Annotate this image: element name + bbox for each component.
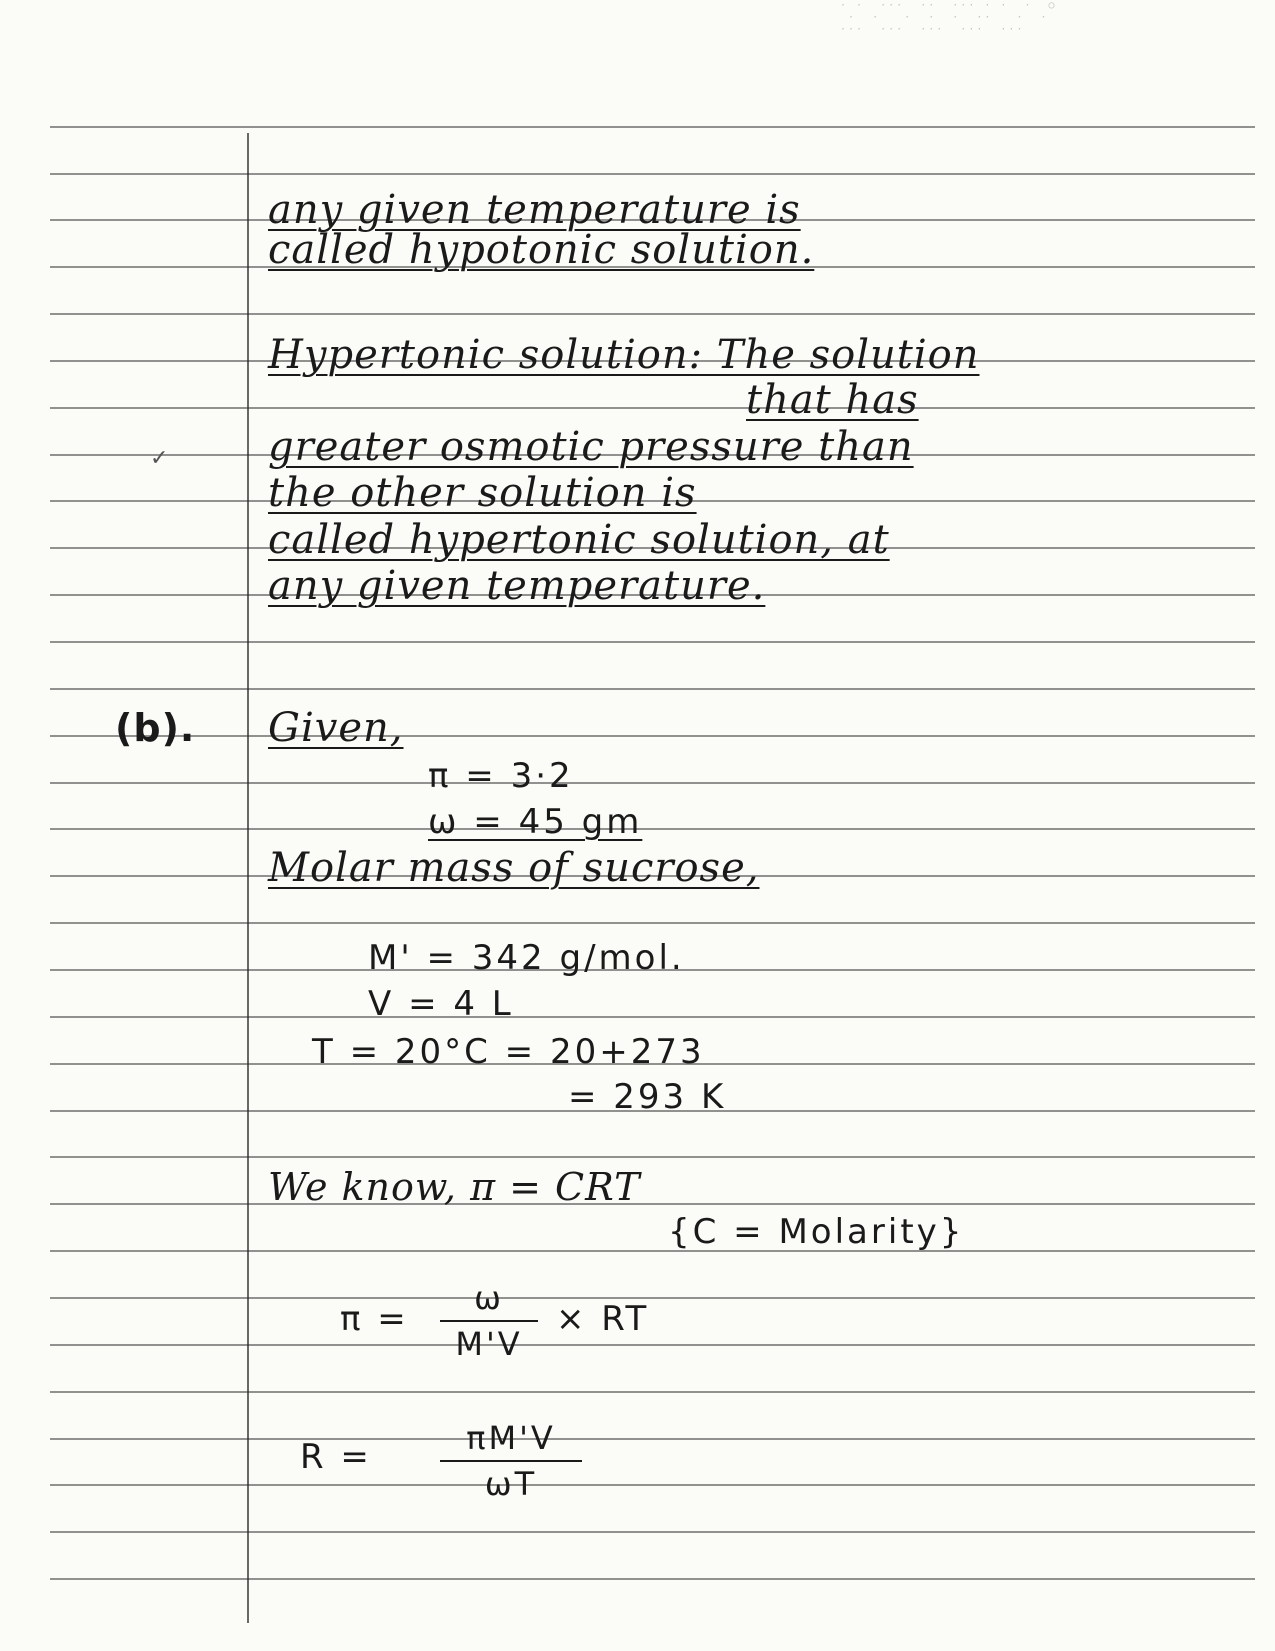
rule-line bbox=[50, 407, 1255, 409]
formula2-lhs: R = bbox=[300, 1437, 372, 1477]
hypertonic-line-4: called hypertonic solution, at bbox=[268, 517, 890, 563]
given-v: V = 4 L bbox=[368, 984, 514, 1024]
c-note: {C = Molarity} bbox=[668, 1212, 965, 1252]
rule-line bbox=[50, 735, 1255, 737]
rule-line bbox=[50, 1203, 1255, 1205]
given-t: T = 20°C = 20+273 bbox=[312, 1032, 705, 1072]
hypertonic-line-3: the other solution is bbox=[268, 470, 697, 516]
rule-line bbox=[50, 313, 1255, 315]
we-know-formula: We know, π = CRT bbox=[268, 1165, 641, 1209]
margin-tick-mark: ✓ bbox=[150, 446, 169, 471]
given-heading: Given, bbox=[268, 705, 404, 751]
hypertonic-line-5: any given temperature. bbox=[268, 563, 766, 609]
hypotonic-line-2: called hypotonic solution. bbox=[268, 227, 815, 273]
rule-line bbox=[50, 641, 1255, 643]
hypertonic-heading: Hypertonic solution: The solution bbox=[268, 332, 980, 378]
formula1-lhs: π = bbox=[340, 1299, 409, 1339]
formula2-numerator: πM'V bbox=[466, 1419, 556, 1457]
rule-line bbox=[50, 1531, 1255, 1533]
rule-line bbox=[50, 922, 1255, 924]
formula1-numerator: ω bbox=[474, 1279, 504, 1317]
part-b-label: (b). bbox=[115, 706, 196, 750]
rule-line bbox=[50, 1391, 1255, 1393]
given-w: ω = 45 gm bbox=[428, 802, 643, 842]
hypotonic-line-1: any given temperature is bbox=[268, 187, 801, 233]
rule-line bbox=[50, 1344, 1255, 1346]
formula2-denominator: ωT bbox=[484, 1465, 538, 1503]
hypertonic-line-cont: that has bbox=[746, 377, 919, 423]
rule-line bbox=[50, 1016, 1255, 1018]
given-pi: π = 3·2 bbox=[428, 756, 574, 796]
margin-line bbox=[247, 133, 249, 1623]
rule-line bbox=[50, 126, 1255, 128]
formula1-denominator: M'V bbox=[455, 1325, 523, 1363]
formula1-rhs: × RT bbox=[556, 1299, 650, 1339]
molar-mass-label: Molar mass of sucrose, bbox=[268, 845, 760, 891]
rule-line bbox=[50, 173, 1255, 175]
rule-line bbox=[50, 1484, 1255, 1486]
given-m-prime: M' = 342 g/mol. bbox=[368, 938, 685, 978]
rule-line bbox=[50, 688, 1255, 690]
formula1-fraction bbox=[440, 1278, 538, 1364]
rule-line bbox=[50, 1250, 1255, 1252]
rule-line bbox=[50, 1578, 1255, 1580]
fraction-bar bbox=[440, 1460, 582, 1462]
formula2-fraction bbox=[440, 1418, 582, 1504]
rule-line bbox=[50, 1438, 1255, 1440]
rule-line bbox=[50, 1297, 1255, 1299]
hypertonic-line-2: greater osmotic pressure than bbox=[268, 424, 914, 470]
rule-line bbox=[50, 782, 1255, 784]
fraction-bar bbox=[440, 1320, 538, 1322]
perforation-dots: · · ··· ·· ··· · · · ○ · · · · · ·· · · ··· ··· ··· ··· ··· bbox=[840, 0, 1057, 35]
rule-line bbox=[50, 1156, 1255, 1158]
rule-line bbox=[50, 828, 1255, 830]
given-t-result: = 293 K bbox=[568, 1077, 727, 1117]
